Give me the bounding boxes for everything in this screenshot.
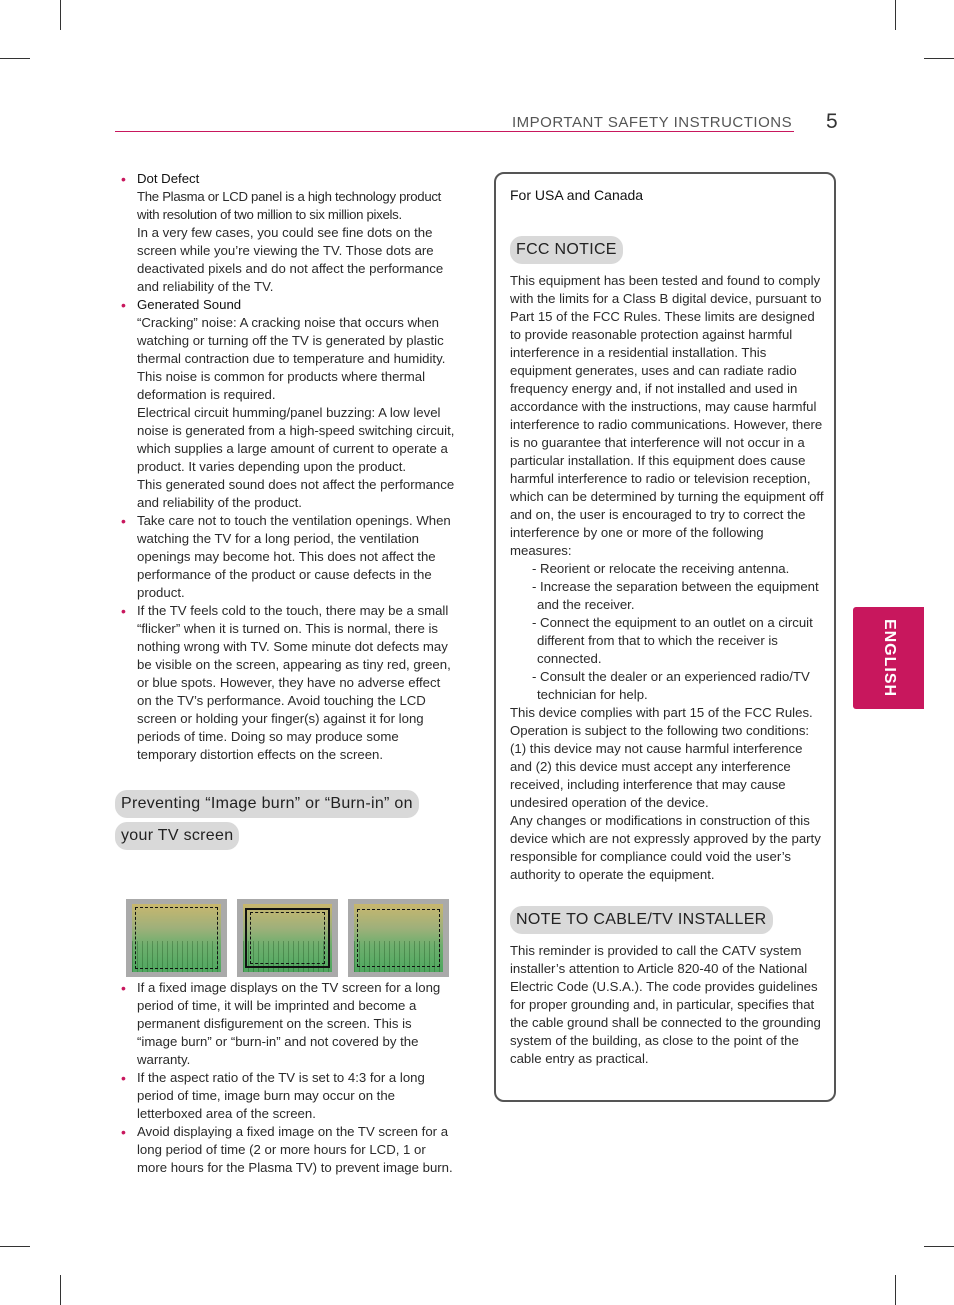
item-text: “Cracking” noise: A cracking noise that occurs when watching or turning off the TV is generated by plastic thermal contraction due to temperature and humidity. This noise is common for products where thermal deformation is required. — [137, 315, 446, 402]
language-tab — [853, 607, 924, 709]
list-item — [115, 602, 455, 764]
image-burn-thumbnails — [126, 899, 448, 977]
list-item — [115, 1123, 455, 1177]
crop-mark — [0, 1246, 30, 1247]
crop-mark — [895, 0, 896, 30]
thumbnail-image — [348, 899, 449, 977]
fcc-notice-box — [494, 172, 836, 1102]
burn-list — [115, 979, 455, 1177]
item-text: If the aspect ratio of the TV is set to 4:3 for a long period of time, image burn may occur on the letterboxed area of the screen. — [137, 1070, 425, 1121]
item-text: Avoid displaying a fixed image on the TV screen for a long period of time (2 or more hours for LCD, 1 or more hours for the Plasma TV) to prevent image burn. — [137, 1124, 453, 1175]
list-item — [115, 979, 455, 1069]
safety-list — [115, 170, 455, 764]
item-title: • Dot Defect — [137, 171, 200, 186]
list-item: - Increase the separation between the equipment and the receiver. — [532, 579, 819, 612]
burn-heading — [115, 790, 455, 850]
crop-mark — [895, 1275, 896, 1305]
notice-text: This equipment has been tested and found to comply with the limits for a Class B digital device, pursuant to Part 15 of the FCC Rules. These limits are designed to provide reasonable protection against harmful interference in a residential installation. This equipment generates, uses and can radiate radio frequency energy and, if not installed and used in accordance with the instructions, may cause harmful interference to radio communications. However, there is no guarantee that interference will not occur in a particular installation. If this equipment does cause harmful interference to radio or television reception, which can be determined by turning the equipment off and on, the user is encouraged to try to correct the interference by one or more of the following measures: — [510, 273, 824, 558]
list-item — [115, 512, 455, 602]
list-item: - Consult the dealer or an experienced radio/TV technician for help. — [532, 669, 810, 702]
thumbnail-image — [126, 899, 227, 977]
section-heading: NOTE TO CABLE/TV INSTALLER — [510, 906, 773, 934]
item-title: • Generated Sound — [137, 297, 242, 312]
item-text: This generated sound does not affect the performance and reliability of the product. — [137, 477, 455, 510]
crop-mark — [0, 58, 30, 59]
list-item: - Reorient or relocate the receiving antenna. — [532, 561, 790, 576]
left-column — [115, 170, 455, 850]
crop-mark — [924, 58, 954, 59]
crop-mark — [60, 1275, 61, 1305]
item-text: • Take care not to touch the ventilation openings. When watching the TV for a long period, the ventilation openings may become hot. This does not affect the performance of the product or cause defects in the product. — [137, 513, 451, 600]
item-text: Electrical circuit humming/panel buzzing: A low level noise is generated from a high-speed switching circuit, which supplies a large amount of current to operate a product. It varies depending upon the product. — [137, 405, 455, 474]
list-item — [115, 1069, 455, 1123]
changes-text: Any changes or modifications in construction of this device which are not expressly approved by the party responsible for compliance could void the user’s authority to operate the equipment. — [510, 813, 821, 882]
region-label: For USA and Canada — [510, 187, 644, 203]
installer-text: This reminder is provided to call the CATV system installer’s attention to Article 820-40 of the National Electric Code (U.S.A.). The code provides guidelines for proper grounding and, in particular, specifies that the cable ground shall be connected to the grounding system of the building, as close to the point of the cable entry as practical. — [510, 943, 821, 1066]
compliance-text: This device complies with part 15 of the FCC Rules. Operation is subject to the following two conditions: (1) this device may not cause harmful interference and (2) this device must accept any interference received, including interference that may cause undesired operation of the device. — [510, 705, 813, 810]
page-header-title: IMPORTANT SAFETY INSTRUCTIONS — [512, 114, 793, 131]
section-heading: Preventing “Image burn” or “Burn-in” on — [115, 790, 419, 818]
item-text: In a very few cases, you could see fine dots on the screen while you’re viewing the TV. Those dots are deactivated pixels and do not affect the performance and reliability of the TV. — [137, 225, 444, 294]
crop-mark — [60, 0, 61, 30]
language-tab-label: ENGLISH — [880, 618, 898, 698]
measures-list — [510, 560, 828, 704]
item-text: If a fixed image displays on the TV screen for a long period of time, it will be imprinted and become a permanent disfigurement on the screen. This is “image burn” or “burn-in” and not covered by the warranty. — [137, 980, 441, 1067]
list-item — [115, 296, 455, 512]
list-item — [115, 170, 455, 296]
header-rule — [115, 131, 794, 132]
section-heading: FCC NOTICE — [510, 236, 623, 264]
item-text: • If the TV feels cold to the touch, there may be a small “flicker” when it is turned on. This is normal, there is nothing wrong with TV. Some minute dot defects may be visible on the screen, appearing as tiny red, green, or blue spots. However, they have no adverse effect on the TV’s performance. Avoid touching the LCD screen or holding your finger(s) against it for long periods of time. Doing so may produce some temporary distortion effects on the screen. — [137, 603, 451, 762]
item-text: The Plasma or LCD panel is a high technology product with resolution of two million to six million pixels. — [137, 189, 442, 222]
list-item: - Connect the equipment to an outlet on a circuit different from that to which the receiver is connected. — [532, 615, 813, 666]
page-number: 5 — [826, 110, 838, 133]
section-heading: your TV screen — [115, 822, 239, 850]
thumbnail-image — [237, 899, 338, 977]
crop-mark — [924, 1246, 954, 1247]
